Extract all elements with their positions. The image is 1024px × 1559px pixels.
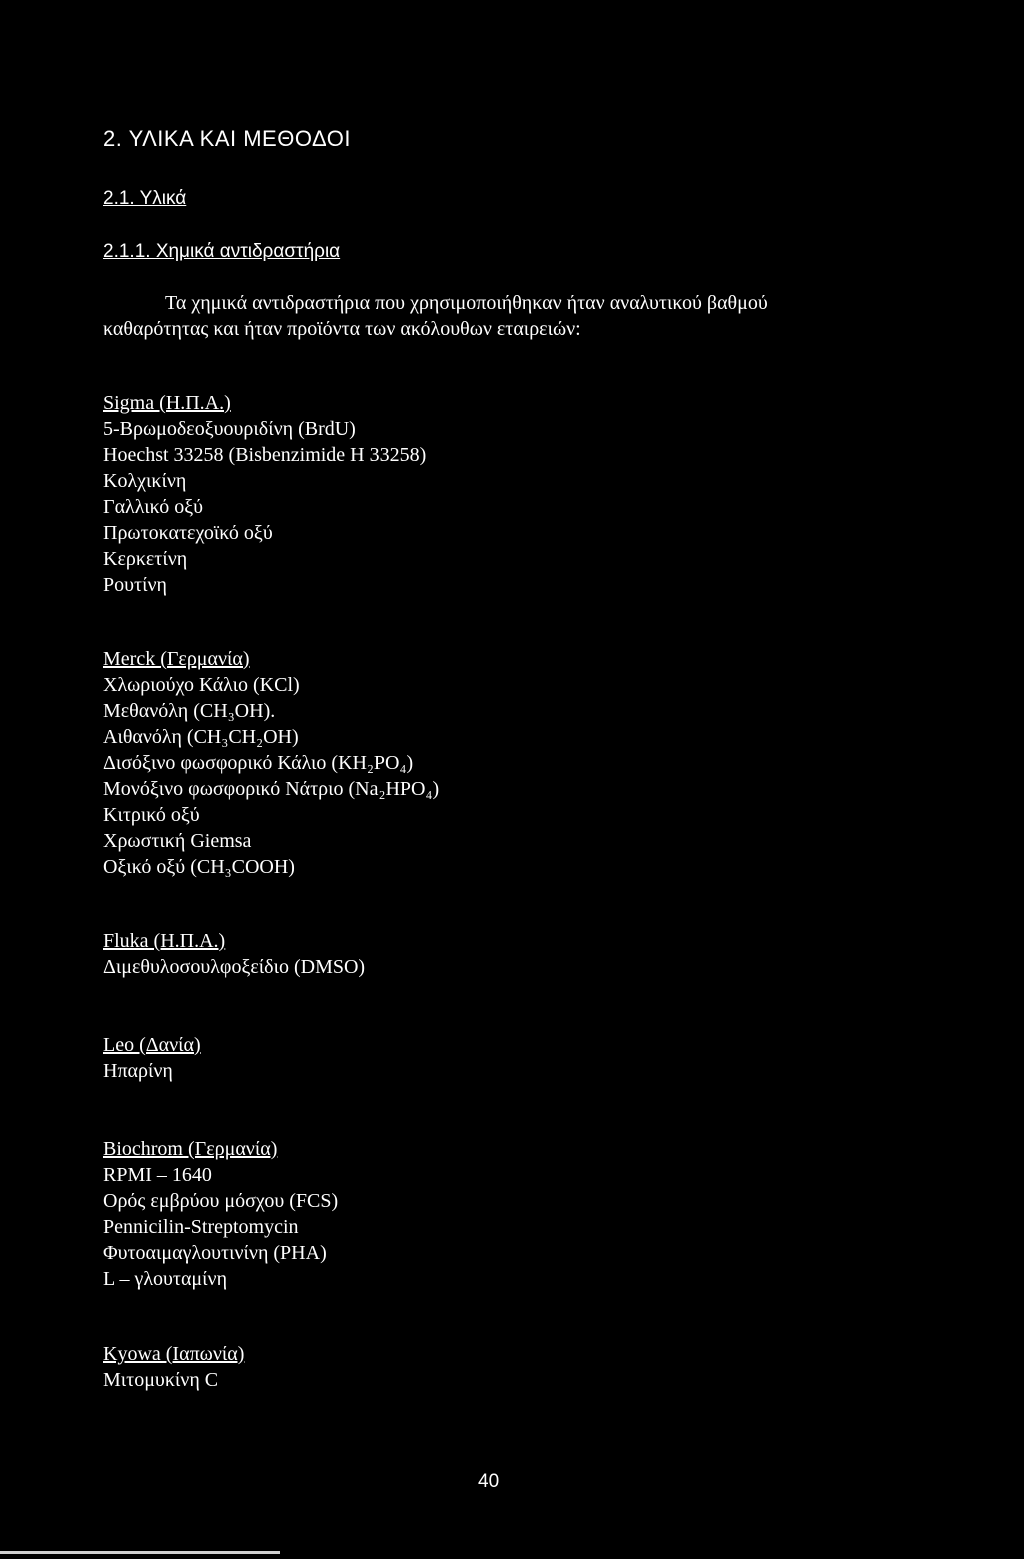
- supplier-name: Sigma (Η.Π.Α.): [103, 392, 231, 414]
- intro-line-1: Τα χημικά αντιδραστήρια που χρησιμοποιήθηκαν ήταν αναλυτικού βαθμού: [165, 292, 768, 314]
- list-item: Φυτοαιμαγλουτινίνη (PHA): [103, 1242, 327, 1264]
- list-item: Ορός εμβρύου μόσχου (FCS): [103, 1190, 339, 1212]
- list-item: Pennicilin-Streptomycin: [103, 1216, 299, 1238]
- list-item: Χλωριούχο Κάλιο (KCl): [103, 674, 300, 696]
- list-item: Αιθανόλη (CH₃CH₂OH): [103, 726, 299, 748]
- list-item: Μιτομυκίνη C: [103, 1369, 219, 1391]
- supplier-name: Fluka (Η.Π.Α.): [103, 930, 226, 952]
- list-item: L – γλουταμίνη: [103, 1268, 228, 1290]
- supplier-name: Leo (Δανία): [103, 1034, 201, 1056]
- intro-line-2: καθαρότητας και ήταν προϊόντα των ακόλουθων εταιρειών:: [103, 318, 581, 340]
- list-item: Διμεθυλοσουλφοξείδιο (DMSO): [103, 956, 366, 978]
- list-item: Χρωστική Giemsa: [103, 830, 252, 852]
- supplier-name: Biochrom (Γερμανία): [103, 1138, 278, 1160]
- list-item: Οξικό οξύ (CH₃COOH): [103, 856, 295, 878]
- list-item: Μεθανόλη (CH₃OH).: [103, 700, 276, 722]
- list-item: RPMI – 1640: [103, 1164, 212, 1186]
- supplier-sigma: [103, 390, 426, 598]
- intro-paragraph: [103, 290, 883, 342]
- list-item: Κερκετίνη: [103, 548, 188, 570]
- list-item: 5-Βρωμοδεοξυουριδίνη (BrdU): [103, 418, 356, 440]
- supplier-kyowa: [103, 1341, 244, 1393]
- supplier-name: Merck (Γερμανία): [103, 648, 250, 670]
- list-item: Κολχικίνη: [103, 470, 187, 492]
- list-item: Πρωτοκατεχοϊκό οξύ: [103, 522, 273, 544]
- list-item: Μονόξινο φωσφορικό Νάτριο (Na₂HPO₄): [103, 778, 440, 800]
- list-item: Δισόξινο φωσφορικό Κάλιο (KH₂PO₄): [103, 752, 414, 774]
- supplier-leo: [103, 1032, 201, 1084]
- subsubsection-heading: 2.1.1. Χημικά αντιδραστήρια: [103, 241, 341, 262]
- section-heading: 2. ΥΛΙΚΑ ΚΑΙ ΜΕΘΟΔΟΙ: [103, 126, 351, 151]
- page-number: 40: [478, 1471, 500, 1492]
- list-item: Ηπαρίνη: [103, 1060, 173, 1082]
- list-item: Κιτρικό οξύ: [103, 804, 200, 826]
- scan-edge-line: [0, 1551, 280, 1554]
- list-item: Hoechst 33258 (Bisbenzimide H 33258): [103, 444, 427, 466]
- list-item: Ρουτίνη: [103, 574, 167, 596]
- supplier-fluka: [103, 928, 365, 980]
- list-item: Γαλλικό οξύ: [103, 496, 204, 518]
- subsection-heading: 2.1. Υλικά: [103, 188, 187, 209]
- supplier-merck: [103, 646, 439, 880]
- supplier-name: Kyowa (Ιαπωνία): [103, 1343, 245, 1365]
- supplier-biochrom: [103, 1136, 338, 1292]
